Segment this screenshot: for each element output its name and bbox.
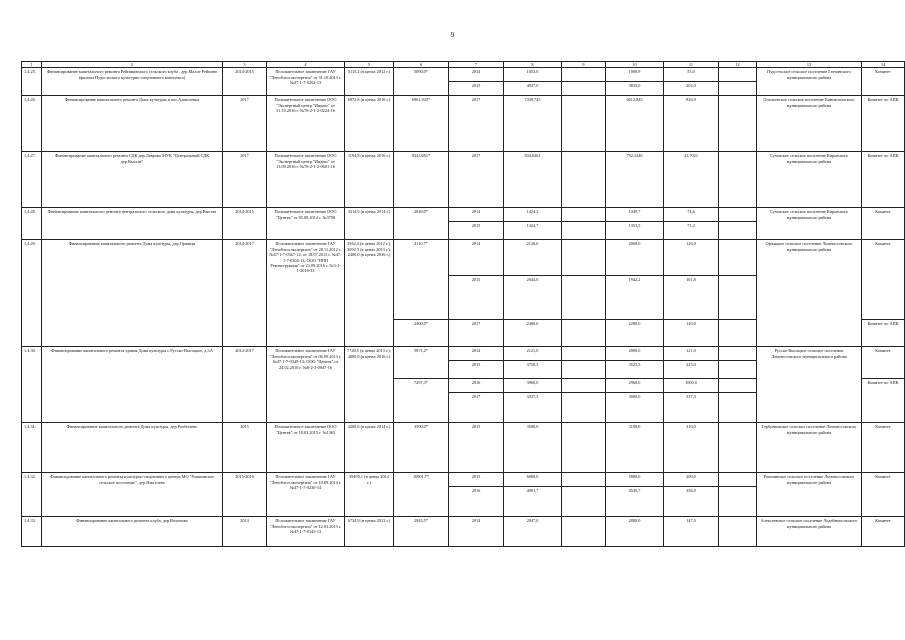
- item-name-cell: Финансирование капитального ремонта СДК дер.Лаврово МУК "Центральный СДК дер.Выстав": [42, 152, 223, 208]
- column-header: 1: [22, 62, 42, 68]
- item-name-cell: Финансирование капитального ремонта Дома культуры в пос.Алексеевка: [42, 96, 223, 152]
- total-cell: 2400,0*: [394, 320, 449, 347]
- amount-regional-cell: 1349,7: [606, 208, 664, 222]
- column-header: 13: [757, 62, 862, 68]
- amount-total-cell: 1053,0: [504, 68, 562, 82]
- table-row: [22, 208, 905, 222]
- year-cell: 2015: [449, 423, 504, 473]
- amount-local-cell: 121,0: [664, 347, 719, 361]
- period-cell: 2017: [223, 152, 267, 208]
- amount-regional-cell: 2280,0: [606, 320, 664, 347]
- amount-federal-cell: [562, 82, 606, 96]
- column-header: 5: [345, 62, 394, 68]
- empty-cell: [719, 361, 757, 379]
- amount-local-cell: 225,0: [664, 361, 719, 379]
- amount-local-cell: 1000,0: [664, 379, 719, 393]
- amount-total-cell: 2121,0: [504, 347, 562, 361]
- period-cell: 2014-2015: [223, 68, 267, 96]
- year-cell: 2016: [449, 379, 504, 393]
- settlement-cell: Суховское сельское поселение Кировского муниципального района: [757, 208, 862, 240]
- amount-total-cell: 834,0261: [504, 152, 562, 208]
- amount-total-cell: 1424,3: [504, 208, 562, 222]
- committee-cell: Комитет: [862, 240, 905, 320]
- amount-federal-cell: [562, 393, 606, 423]
- amount-regional-cell: 2960,0: [606, 379, 664, 393]
- table-row: [22, 347, 905, 361]
- total-cell: 5090,0*: [394, 68, 449, 96]
- amount-federal-cell: [562, 222, 606, 240]
- item-number-cell: 1.4.32.: [22, 473, 42, 517]
- estimated-cost-cell: 39495,1 (в ценах 2014 г.): [345, 473, 394, 517]
- amount-local-cell: 826,9: [664, 96, 719, 152]
- amount-federal-cell: [562, 240, 606, 276]
- total-cell: 7297,3*: [394, 379, 449, 423]
- year-cell: 2015: [449, 473, 504, 487]
- amount-federal-cell: [562, 473, 606, 487]
- item-number-cell: 1.4.30.: [22, 347, 42, 423]
- committee-cell: Комитет: [862, 517, 905, 547]
- table-row: [22, 240, 905, 276]
- item-name-cell: Финансирование капитального ремонта клуба, дер.Вохоново: [42, 517, 223, 547]
- column-header: 11: [664, 62, 719, 68]
- item-name-cell: Финансирование капитального ремонта Дома культуры, дер.Оржицы: [42, 240, 223, 347]
- column-header: 10: [606, 62, 664, 68]
- amount-regional-cell: 3525,3: [606, 361, 664, 379]
- amount-regional-cell: 1000,9: [606, 68, 664, 82]
- conclusion-cell: Положительное заключение ГАУ "Леноблгосэкспертиза" от 10.09.2014 г. №47-1-7-0230-14: [267, 473, 345, 517]
- item-name-cell: Финансирование капитального ремонта Рейпиковского сельского клуба , дер.Малое Рейпино (филиал Пудостьского культурно-спортивного комплекса): [42, 68, 223, 96]
- settlement-cell: Алексеевское сельское поселение Лодейнопольского муниципального района: [757, 517, 862, 547]
- amount-total-cell: 1424,7: [504, 222, 562, 240]
- committee-cell: Комитет: [862, 473, 905, 517]
- amount-total-cell: 2126,0: [504, 240, 562, 276]
- amount-total-cell: 3337,3: [504, 393, 562, 423]
- year-cell: 2017: [449, 393, 504, 423]
- period-cell: 2014: [223, 517, 267, 547]
- column-header: 3: [223, 62, 267, 68]
- empty-cell: [719, 240, 757, 276]
- amount-total-cell: 3750,3: [504, 361, 562, 379]
- year-cell: 2015: [449, 82, 504, 96]
- year-cell: 2015: [449, 361, 504, 379]
- period-cell: 2015: [223, 423, 267, 473]
- item-number-cell: 1.4.29.: [22, 240, 42, 347]
- committee-cell: Комитет по АПК: [862, 152, 905, 208]
- period-cell: 2015-2016: [223, 473, 267, 517]
- amount-federal-cell: [562, 68, 606, 82]
- table-row: [22, 96, 905, 152]
- committee-cell: Комитет: [862, 208, 905, 240]
- period-cell: 2014-2017: [223, 347, 267, 423]
- year-cell: 2014: [449, 208, 504, 222]
- amount-local-cell: 200,0: [664, 473, 719, 487]
- empty-cell: [719, 473, 757, 487]
- amount-local-cell: 147,0: [664, 517, 719, 547]
- total-cell: 834,0261*: [394, 152, 449, 208]
- amount-regional-cell: 6612,845: [606, 96, 664, 152]
- amount-regional-cell: 1942,2: [606, 276, 664, 320]
- table-row: [22, 423, 905, 473]
- settlement-cell: Оржицкое сельское поселение Ломоносовского муниципального района: [757, 240, 862, 347]
- settlement-cell: Горбунковское сельское поселение Ломоносовского муниципального района: [757, 423, 862, 473]
- total-cell: 2943,5*: [394, 517, 449, 547]
- table-row: [22, 68, 905, 82]
- amount-federal-cell: [562, 347, 606, 361]
- amount-regional-cell: 2800,0: [606, 517, 664, 547]
- period-cell: 2014-2017: [223, 240, 267, 347]
- financing-table: [21, 61, 905, 547]
- committee-cell: Комитет по АПК: [862, 96, 905, 152]
- amount-local-cell: 356,0: [664, 487, 719, 517]
- conclusion-cell: Положительное заключение ООО "Центек" от 18.03.2015 г. №1365: [267, 423, 345, 473]
- item-name-cell: Финансирование капитального ремонта центрального сельского дома культуры, дер.Выстав: [42, 208, 223, 240]
- empty-cell: [719, 222, 757, 240]
- empty-cell: [719, 68, 757, 82]
- amount-local-cell: 74,6: [664, 208, 719, 222]
- amount-total-cell: 7439,745: [504, 96, 562, 152]
- item-number-cell: 1.4.26.: [22, 96, 42, 152]
- empty-cell: [719, 208, 757, 222]
- amount-local-cell: 310,0: [664, 423, 719, 473]
- item-number-cell: 1.4.33.: [22, 517, 42, 547]
- amount-federal-cell: [562, 379, 606, 393]
- empty-cell: [719, 96, 757, 152]
- amount-local-cell: 126,0: [664, 240, 719, 276]
- table-row: [22, 152, 905, 208]
- year-cell: 2015: [449, 222, 504, 240]
- conclusion-cell: Положительное заключение ООО "Экспертный центр "Индекс" от 31.10.2016 г. №78-2-1-2-0224-16: [267, 96, 345, 152]
- committee-cell: Комитет: [862, 68, 905, 96]
- amount-total-cell: 2044,0: [504, 276, 562, 320]
- year-cell: 2014: [449, 347, 504, 361]
- amount-federal-cell: [562, 208, 606, 222]
- amount-regional-cell: 2000,0: [606, 240, 664, 276]
- settlement-cell: Суховское сельское поселение Кировского муниципального района: [757, 152, 862, 208]
- conclusion-cell: Положительное заключение ООО "Экспертный центр "Индекс" от 13.09.2016 г. №78-2-1-2-0601-16: [267, 152, 345, 208]
- amount-local-cell: 202,0: [664, 82, 719, 96]
- settlement-cell: Ропшинское сельское поселение Ломоносовского муниципального района: [757, 473, 862, 517]
- settlement-cell: Пудостьское сельское поселение Гатчинского муниципального района: [757, 68, 862, 96]
- amount-regional-cell: 792,3240: [606, 152, 664, 208]
- total-cell: 6961,943*: [394, 96, 449, 152]
- empty-cell: [719, 423, 757, 473]
- amount-federal-cell: [562, 423, 606, 473]
- total-cell: 4110,7*: [394, 240, 449, 320]
- conclusion-cell: Положительное заключение ГАУ "Леноблгосэкспертиза" от 12.03.2013 г. №47-1-7-0145-13: [267, 517, 345, 547]
- estimated-cost-cell: 6972,8 (в ценах 2016 г.): [345, 96, 394, 152]
- column-header: 2: [42, 62, 223, 68]
- total-cell: 2849,0*: [394, 208, 449, 240]
- conclusion-cell: Положительное заключение ООО "Центек" от 05.08.2014 г. №3790: [267, 208, 345, 240]
- estimated-cost-cell: 5115,2 (в ценах 2012 г.): [345, 68, 394, 96]
- estimated-cost-cell: 3314,6 (в ценах 2014 г.): [345, 208, 394, 240]
- empty-cell: [719, 320, 757, 347]
- empty-cell: [719, 152, 757, 208]
- year-cell: 2016: [449, 487, 504, 517]
- column-header: 8: [504, 62, 562, 68]
- item-name-cell: Финансирование капитального ремонта Дома культуры, дер.Разбегаево: [42, 423, 223, 473]
- amount-local-cell: 120,0: [664, 320, 719, 347]
- amount-total-cell: 2947,0: [504, 517, 562, 547]
- amount-federal-cell: [562, 487, 606, 517]
- amount-total-cell: 6000,0: [504, 473, 562, 487]
- total-cell: 5871,2*: [394, 347, 449, 379]
- item-number-cell: 1.4.25.: [22, 68, 42, 96]
- year-cell: 2017: [449, 320, 504, 347]
- amount-federal-cell: [562, 152, 606, 208]
- amount-local-cell: 41,7021: [664, 152, 719, 208]
- column-header: 12: [719, 62, 757, 68]
- amount-local-cell: 53,0: [664, 68, 719, 82]
- estimated-cost-cell: 3562,3 (в ценах 2012 г.); 3092,3 (в ценах 2013 г.); 2400,0 (в ценах 2016 г.): [345, 240, 394, 347]
- estimated-cost-cell: 1194,8 (в ценах 2016 г.): [345, 152, 394, 208]
- amount-regional-cell: 3835,0: [606, 82, 664, 96]
- settlement-cell: Русско-Высоцкое сельское поселение Ломоносовского муниципального района: [757, 347, 862, 423]
- committee-cell: Комитет: [862, 347, 905, 379]
- amount-federal-cell: [562, 517, 606, 547]
- committee-cell: Комитет: [862, 423, 905, 473]
- estimated-cost-cell: 7740,5 (в ценах 2013 г.); 4000,0 (в ценах 2016 г.): [345, 347, 394, 423]
- amount-federal-cell: [562, 320, 606, 347]
- amount-regional-cell: 2000,0: [606, 347, 664, 361]
- amount-regional-cell: 3190,0: [606, 423, 664, 473]
- empty-cell: [719, 393, 757, 423]
- estimated-cost-cell: 6734,9 (в ценах 2012 г.): [345, 517, 394, 547]
- amount-total-cell: 2400,0: [504, 320, 562, 347]
- empty-cell: [719, 517, 757, 547]
- total-cell: 3500,0*: [394, 423, 449, 473]
- amount-local-cell: 337,3: [664, 393, 719, 423]
- empty-cell: [719, 82, 757, 96]
- column-header: 4: [267, 62, 345, 68]
- page-number: 9: [450, 31, 455, 39]
- empty-cell: [719, 379, 757, 393]
- item-number-cell: 1.4.27.: [22, 152, 42, 208]
- amount-total-cell: 4901,7: [504, 487, 562, 517]
- year-cell: 2014: [449, 517, 504, 547]
- amount-regional-cell: 4545,7: [606, 487, 664, 517]
- empty-cell: [719, 487, 757, 517]
- item-name-cell: Финансирование капитального ремонта здания Дома культуры с.Русско-Высоцкое, д.3А: [42, 347, 223, 423]
- amount-regional-cell: 1353,5: [606, 222, 664, 240]
- conclusion-cell: Положительное заключение ГАУ "Леноблгосэкспертиза" от 31.10.2013 г. №47-1-7-0262-13: [267, 68, 345, 96]
- year-cell: 2017: [449, 152, 504, 208]
- amount-regional-cell: 3000,0: [606, 393, 664, 423]
- amount-total-cell: 3500,0: [504, 423, 562, 473]
- period-cell: 2014-2015: [223, 208, 267, 240]
- committee-cell: Комитет по АПК: [862, 320, 905, 347]
- year-cell: 2015: [449, 276, 504, 320]
- year-cell: 2014: [449, 68, 504, 82]
- column-header: 6: [394, 62, 449, 68]
- column-header: 7: [449, 62, 504, 68]
- column-header: 9: [562, 62, 606, 68]
- amount-local-cell: 101,8: [664, 276, 719, 320]
- item-number-cell: 1.4.31.: [22, 423, 42, 473]
- empty-cell: [719, 276, 757, 320]
- conclusion-cell: Положительное заключение ГАУ "Леноблгосэкспертиза" от 28.11.2012 г. №47-1-7-0367-12; от 18.07.2013 г. №47-1-7-0304-13, ООО "НПП Реконструкция" от 23.09.2016 г. №3-2-1-2016-33: [267, 240, 345, 347]
- amount-regional-cell: 5800,0: [606, 473, 664, 487]
- year-cell: 2014: [449, 240, 504, 276]
- item-name-cell: Финансирование капитального ремонта культурно-спортивного центра МО "Ропшинское сельское поселение", дер.Яльгелево: [42, 473, 223, 517]
- amount-federal-cell: [562, 361, 606, 379]
- total-cell: 10901,7*: [394, 473, 449, 517]
- amount-federal-cell: [562, 276, 606, 320]
- empty-cell: [719, 347, 757, 361]
- amount-total-cell: 3960,0: [504, 379, 562, 393]
- column-header: 14: [862, 62, 905, 68]
- item-number-cell: 1.4.28.: [22, 208, 42, 240]
- amount-local-cell: 71,2: [664, 222, 719, 240]
- estimated-cost-cell: 4200,6 (в ценах 2014 г.): [345, 423, 394, 473]
- conclusion-cell: Положительное заключение ГАУ "Леноблгосэкспертиза" от 06.09.2013 г. №47-1-7-0349-13; ООО "Центек" от 24.02.2016 г. №6-2-1-0047-16: [267, 347, 345, 423]
- period-cell: 2017: [223, 96, 267, 152]
- amount-total-cell: 4037,0: [504, 82, 562, 96]
- year-cell: 2017: [449, 96, 504, 152]
- settlement-cell: Опольевское сельское поселение Кингисеппского муниципального района: [757, 96, 862, 152]
- table-row: [22, 517, 905, 547]
- table-row: [22, 473, 905, 487]
- committee-cell: Комитет по АПК: [862, 379, 905, 423]
- amount-federal-cell: [562, 96, 606, 152]
